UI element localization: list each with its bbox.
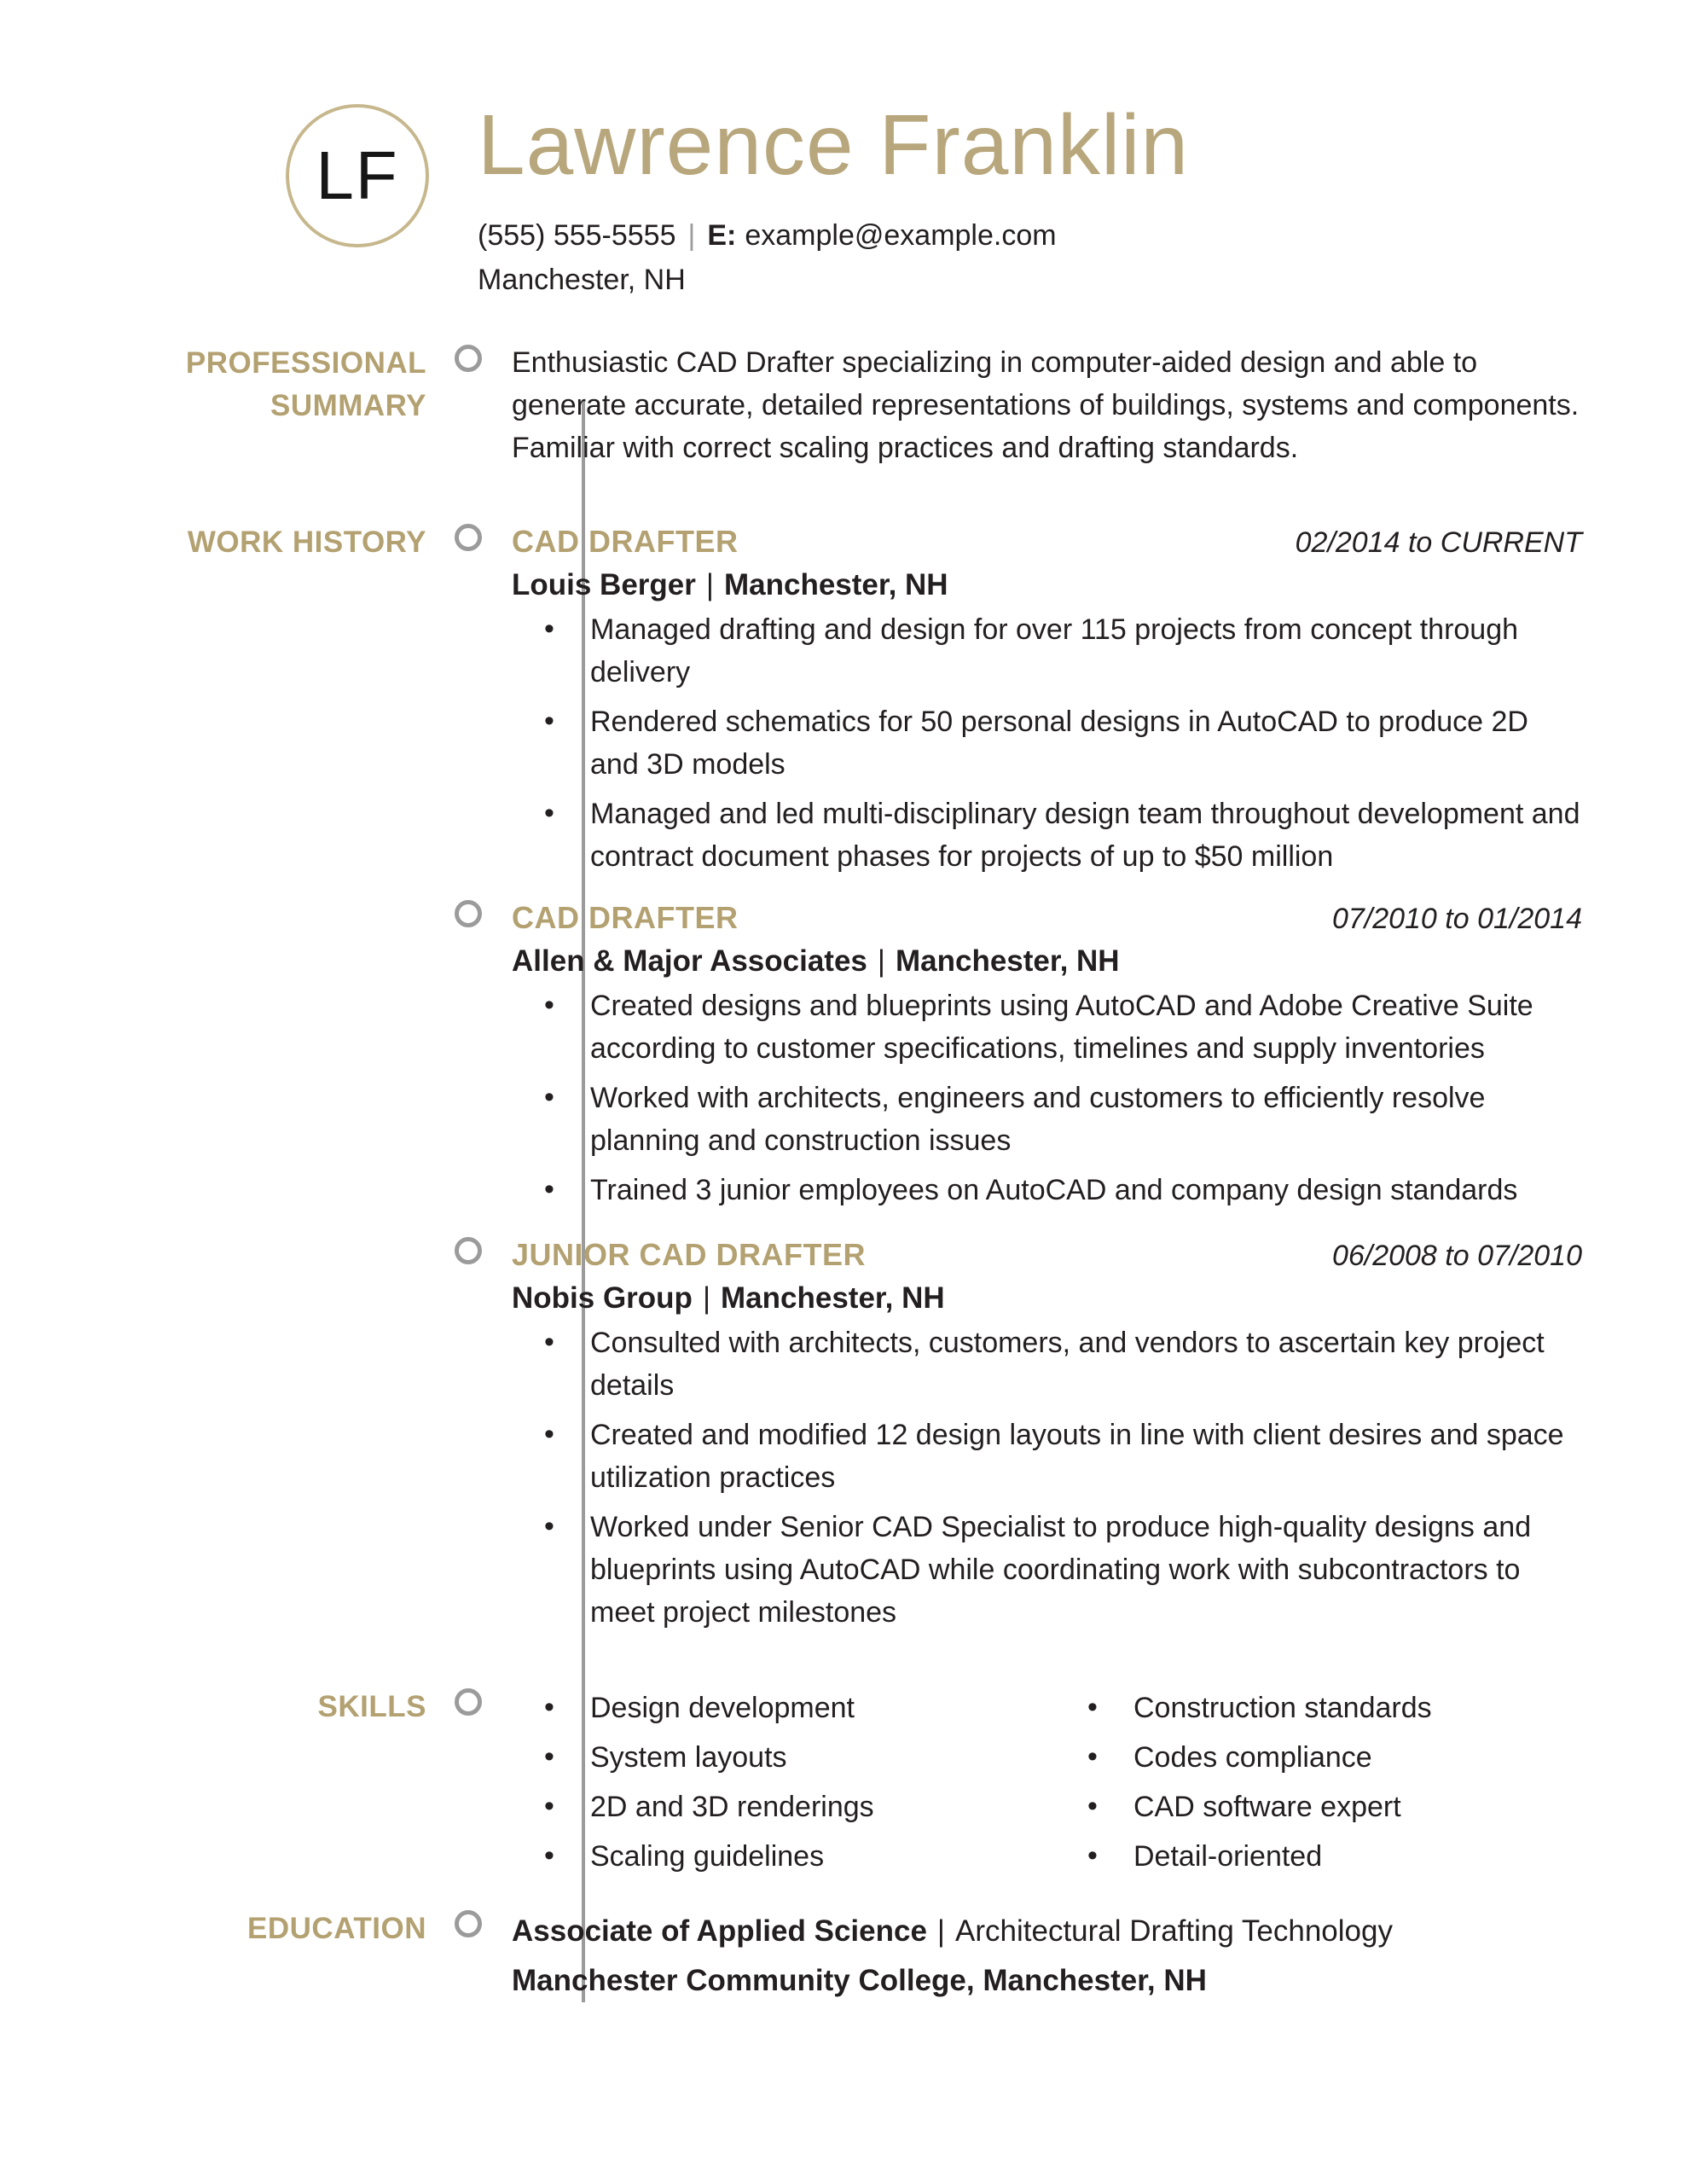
bullet-item <box>512 608 1582 694</box>
section-job-3 <box>111 1234 1582 1634</box>
timeline-node-icon <box>455 1237 482 1264</box>
skill-item <box>1055 1786 1582 1828</box>
skill-item <box>512 1736 1055 1779</box>
header <box>111 0 1582 302</box>
skill-item <box>1055 1687 1582 1729</box>
skill-text: Construction standards <box>1133 1692 1432 1724</box>
skill-item <box>1055 1835 1582 1878</box>
skill-text: 2D and 3D renderings <box>590 1791 874 1823</box>
bullet-icon: • <box>544 1173 554 1205</box>
job-title: CAD DRAFTER <box>512 900 739 935</box>
email-address: example@example.com <box>745 219 1057 252</box>
job-bullet-list <box>512 608 1582 878</box>
bullet-text: Created designs and blueprints using AutoCAD and Adobe Creative Suite according to customer specifications, timelines and supply inventories <box>590 990 1533 1065</box>
bullet-icon: • <box>544 1790 554 1822</box>
job-header <box>512 897 1582 940</box>
bullet-item <box>512 1506 1582 1634</box>
bullet-icon: • <box>544 1510 554 1542</box>
education-field: Architectural Drafting Technology <box>955 1914 1393 1948</box>
timeline-gutter <box>426 1685 512 1878</box>
bullet-icon: • <box>544 1081 554 1113</box>
bullet-text: Managed and led multi-disciplinary design team throughout development and contract document phases for projects of up to $50 million <box>590 798 1580 873</box>
bullet-item <box>512 700 1582 786</box>
bullet-icon: • <box>1087 1740 1098 1773</box>
bullet-item <box>512 1169 1582 1211</box>
job-location: Manchester, NH <box>721 1281 945 1315</box>
bullet-item <box>512 1414 1582 1499</box>
timeline-gutter <box>426 1907 512 2006</box>
section-job-1 <box>111 520 1582 878</box>
bullet-icon: • <box>544 1839 554 1872</box>
section-label-professional-summary <box>111 341 426 469</box>
section-professional-summary <box>111 341 1582 469</box>
section-label-empty <box>111 897 426 1211</box>
job-bullet-list <box>512 1321 1582 1634</box>
skill-text: Scaling guidelines <box>590 1840 825 1873</box>
bullet-icon: • <box>544 1326 554 1358</box>
label-line-2: SUMMARY <box>270 389 426 422</box>
job-company-line <box>512 1277 1582 1320</box>
bullet-text: Consulted with architects, customers, and vendors to ascertain key project details <box>590 1327 1545 1402</box>
skill-text: CAD software expert <box>1133 1791 1401 1823</box>
company-separator: | <box>705 568 714 601</box>
bullet-text: Rendered schematics for 50 personal designs in AutoCAD to produce 2D and 3D models <box>590 706 1528 781</box>
bullet-item <box>512 1321 1582 1407</box>
bullet-text: Trained 3 junior employees on AutoCAD and company design standards <box>590 1174 1518 1206</box>
skill-text: Detail-oriented <box>1133 1840 1323 1873</box>
section-skills <box>111 1685 1582 1878</box>
job-company-line <box>512 940 1582 983</box>
skill-item <box>512 1835 1055 1878</box>
job-header <box>512 1234 1582 1277</box>
bullet-icon: • <box>544 797 554 829</box>
job-content <box>512 520 1582 878</box>
job-content <box>512 1234 1582 1634</box>
bullet-icon: • <box>1087 1839 1098 1872</box>
timeline-node-icon <box>455 345 482 372</box>
job-title: JUNIOR CAD DRAFTER <box>512 1237 867 1272</box>
monogram-initials: LF <box>316 137 399 213</box>
skills-list-right <box>1055 1687 1582 1878</box>
phone-number: (555) 555-5555 <box>478 219 676 252</box>
skills-list-left <box>512 1687 1055 1878</box>
bullet-text: Worked under Senior CAD Specialist to produce high-quality designs and blueprints using AutoCAD while coordinating work with subcontractors to meet project milestones <box>590 1511 1532 1629</box>
job-bullet-list <box>512 985 1582 1211</box>
job-title: CAD DRAFTER <box>512 524 739 559</box>
job-dates: 07/2010 to 01/2014 <box>1331 903 1582 935</box>
job-company: Louis Berger <box>512 568 696 601</box>
bullet-item <box>512 1077 1582 1162</box>
timeline-body <box>111 341 1582 2006</box>
contact-line <box>478 213 1189 258</box>
education-school: Manchester Community College, Manchester, NH <box>512 1964 1207 1997</box>
section-job-2 <box>111 897 1582 1211</box>
job-content <box>512 897 1582 1211</box>
bullet-icon: • <box>544 989 554 1021</box>
summary-text: Enthusiastic CAD Drafter specializing in computer-aided design and able to generate accurate, detailed representations of buildings, systems and components. Familiar with correct scaling practices and drafting standards. <box>512 346 1580 464</box>
job-company: Nobis Group <box>512 1281 693 1315</box>
bullet-icon: • <box>544 1418 554 1450</box>
timeline-gutter <box>426 1234 512 1634</box>
bullet-text: Worked with architects, engineers and customers to efficiently resolve planning and construction issues <box>590 1082 1486 1157</box>
timeline-node-icon <box>455 524 482 551</box>
bullet-text: Managed drafting and design for over 115 projects from concept through delivery <box>590 613 1519 688</box>
skill-item <box>512 1687 1055 1729</box>
timeline-node-icon <box>455 900 482 927</box>
skill-item <box>1055 1736 1582 1779</box>
bullet-item <box>512 793 1582 878</box>
bullet-text: Created and modified 12 design layouts in line with client desires and space utilization practices <box>590 1419 1564 1494</box>
timeline-node-icon <box>455 1688 482 1716</box>
education-degree: Associate of Applied Science <box>512 1914 927 1948</box>
monogram-badge <box>286 104 429 247</box>
skills-content <box>512 1685 1582 1878</box>
section-label-education: EDUCATION <box>247 1912 426 1945</box>
section-label-empty <box>111 1234 426 1634</box>
job-dates: 02/2014 to CURRENT <box>1295 526 1582 559</box>
skill-text: Design development <box>590 1692 855 1724</box>
timeline-node-icon <box>455 1910 482 1937</box>
bullet-icon: • <box>544 1691 554 1723</box>
location-line: Manchester, NH <box>478 264 686 296</box>
education-content <box>512 1907 1582 2006</box>
skills-columns <box>512 1685 1582 1878</box>
section-label-skills: SKILLS <box>317 1690 426 1723</box>
header-text <box>478 97 1190 302</box>
bullet-item <box>512 985 1582 1070</box>
label-line-1: PROFESSIONAL <box>185 346 426 380</box>
job-company-line <box>512 564 1582 607</box>
section-label-work-history: WORK HISTORY <box>187 526 426 559</box>
bullet-icon: • <box>544 705 554 737</box>
timeline-gutter <box>426 341 512 469</box>
job-header <box>512 520 1582 564</box>
skill-text: Codes compliance <box>1133 1741 1372 1774</box>
company-separator: | <box>702 1281 711 1315</box>
email-label: E: <box>707 219 737 252</box>
education-degree-line <box>512 1907 1582 1956</box>
job-company: Allen & Major Associates <box>512 944 867 978</box>
summary-content <box>512 341 1582 469</box>
bullet-icon: • <box>544 613 554 645</box>
section-education <box>111 1907 1582 2006</box>
bullet-icon: • <box>544 1740 554 1773</box>
name-heading: Lawrence Franklin <box>478 97 1190 193</box>
bullet-icon: • <box>1087 1790 1098 1822</box>
job-dates: 06/2008 to 07/2010 <box>1331 1240 1582 1272</box>
job-location: Manchester, NH <box>723 568 948 601</box>
timeline-gutter <box>426 520 512 878</box>
contact-separator: | <box>687 219 696 252</box>
timeline-gutter <box>426 897 512 1211</box>
skill-item <box>512 1786 1055 1828</box>
company-separator: | <box>877 944 885 978</box>
bullet-icon: • <box>1087 1691 1098 1723</box>
degree-separator: | <box>936 1914 946 1948</box>
skill-text: System layouts <box>590 1741 787 1774</box>
job-location: Manchester, NH <box>895 944 1120 978</box>
